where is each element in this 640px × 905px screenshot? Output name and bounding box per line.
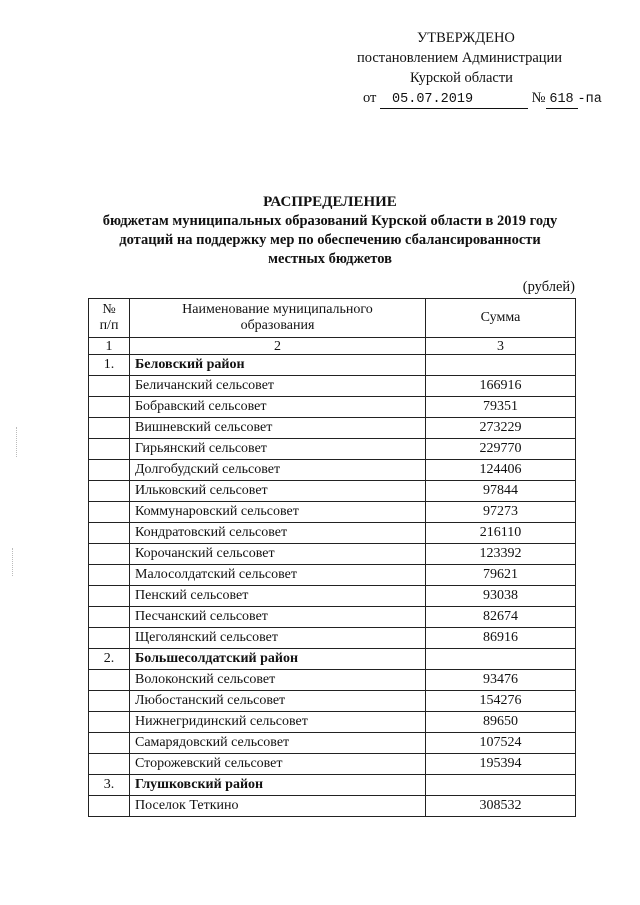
number-suffix: -па bbox=[577, 92, 602, 107]
row-number bbox=[89, 418, 130, 439]
row-sum: 124406 bbox=[426, 460, 576, 481]
row-number bbox=[89, 439, 130, 460]
distribution-table-wrapper bbox=[88, 298, 575, 817]
row-name: Беловский район bbox=[130, 355, 426, 376]
table-row bbox=[89, 544, 576, 565]
table-row bbox=[89, 460, 576, 481]
row-name: Бобравский сельсовет bbox=[130, 397, 426, 418]
header-sum: Сумма bbox=[426, 299, 576, 338]
row-sum: 123392 bbox=[426, 544, 576, 565]
approval-authority: постановлением Администрации bbox=[357, 50, 563, 66]
title-line-3: дотаций на поддержку мер по обеспечению сбалансированности bbox=[119, 232, 541, 248]
row-number bbox=[89, 544, 130, 565]
row-number bbox=[89, 586, 130, 607]
row-name: Большесолдатский район bbox=[130, 649, 426, 670]
row-name: Гирьянский сельсовет bbox=[130, 439, 426, 460]
row-sum: 107524 bbox=[426, 733, 576, 754]
table-row bbox=[89, 628, 576, 649]
row-name: Беличанский сельсовет bbox=[130, 376, 426, 397]
title-heading: РАСПРЕДЕЛЕНИЕ bbox=[263, 194, 397, 210]
table-row bbox=[89, 397, 576, 418]
row-number: 1. bbox=[89, 355, 130, 376]
row-number bbox=[89, 376, 130, 397]
approval-heading: УТВЕРЖДЕНО bbox=[417, 30, 515, 46]
column-number-row bbox=[89, 338, 576, 355]
row-number bbox=[89, 712, 130, 733]
row-sum: 89650 bbox=[426, 712, 576, 733]
row-name: Ильковский сельсовет bbox=[130, 481, 426, 502]
column-number: 2 bbox=[130, 338, 426, 355]
title-line-4: местных бюджетов bbox=[268, 251, 392, 267]
row-number bbox=[89, 481, 130, 502]
row-number bbox=[89, 796, 130, 817]
table-row bbox=[89, 565, 576, 586]
header-name: Наименование муниципального образования bbox=[130, 299, 426, 338]
row-sum: 82674 bbox=[426, 607, 576, 628]
column-number: 1 bbox=[89, 338, 130, 355]
row-sum: 97844 bbox=[426, 481, 576, 502]
row-name: Щеголянский сельсовет bbox=[130, 628, 426, 649]
row-number bbox=[89, 397, 130, 418]
approval-date: 05.07.2019 bbox=[380, 92, 528, 109]
row-sum: 273229 bbox=[426, 418, 576, 439]
row-name: Волоконский сельсовет bbox=[130, 670, 426, 691]
row-sum: 93476 bbox=[426, 670, 576, 691]
row-sum: 216110 bbox=[426, 523, 576, 544]
table-row bbox=[89, 712, 576, 733]
table-row bbox=[89, 439, 576, 460]
row-name: Пенский сельсовет bbox=[130, 586, 426, 607]
distribution-table bbox=[88, 298, 576, 817]
table-row bbox=[89, 796, 576, 817]
row-sum bbox=[426, 775, 576, 796]
table-row bbox=[89, 691, 576, 712]
approval-number: 618 bbox=[546, 92, 578, 109]
document-title bbox=[60, 193, 600, 269]
district-row bbox=[89, 775, 576, 796]
scan-mark bbox=[16, 427, 18, 457]
row-name: Малосолдатский сельсовет bbox=[130, 565, 426, 586]
row-sum: 79351 bbox=[426, 397, 576, 418]
row-name: Кондратовский сельсовет bbox=[130, 523, 426, 544]
row-name: Нижнегридинский сельсовет bbox=[130, 712, 426, 733]
table-row bbox=[89, 754, 576, 775]
row-number bbox=[89, 460, 130, 481]
row-sum: 93038 bbox=[426, 586, 576, 607]
table-row bbox=[89, 586, 576, 607]
approval-date-number-line bbox=[355, 88, 602, 110]
row-sum: 79621 bbox=[426, 565, 576, 586]
row-sum bbox=[426, 355, 576, 376]
row-name: Корочанский сельсовет bbox=[130, 544, 426, 565]
title-line-2: бюджетам муниципальных образований Курской области в 2019 году bbox=[102, 213, 558, 229]
table-row bbox=[89, 523, 576, 544]
table-row bbox=[89, 376, 576, 397]
row-name: Коммунаровский сельсовет bbox=[130, 502, 426, 523]
row-number: 2. bbox=[89, 649, 130, 670]
row-number bbox=[89, 565, 130, 586]
approval-region: Курской области bbox=[410, 70, 513, 86]
table-row bbox=[89, 502, 576, 523]
table-row bbox=[89, 481, 576, 502]
table-header-row bbox=[89, 299, 576, 338]
table-row bbox=[89, 607, 576, 628]
row-sum: 154276 bbox=[426, 691, 576, 712]
row-sum: 308532 bbox=[426, 796, 576, 817]
scan-mark bbox=[12, 548, 14, 576]
row-number bbox=[89, 523, 130, 544]
row-name: Самарядовский сельсовет bbox=[130, 733, 426, 754]
row-sum: 86916 bbox=[426, 628, 576, 649]
row-name: Глушковский район bbox=[130, 775, 426, 796]
row-name: Поселок Теткино bbox=[130, 796, 426, 817]
row-name: Вишневский сельсовет bbox=[130, 418, 426, 439]
unit-label: (рублей) bbox=[522, 279, 575, 295]
row-number bbox=[89, 754, 130, 775]
table-row bbox=[89, 670, 576, 691]
header-num: № п/п bbox=[89, 299, 130, 338]
district-row bbox=[89, 649, 576, 670]
row-sum: 97273 bbox=[426, 502, 576, 523]
row-number bbox=[89, 502, 130, 523]
district-row bbox=[89, 355, 576, 376]
table-row bbox=[89, 733, 576, 754]
number-prefix: № bbox=[531, 90, 546, 106]
row-number: 3. bbox=[89, 775, 130, 796]
row-number bbox=[89, 670, 130, 691]
row-name: Любостанский сельсовет bbox=[130, 691, 426, 712]
table-row bbox=[89, 418, 576, 439]
row-name: Долгобудский сельсовет bbox=[130, 460, 426, 481]
row-number bbox=[89, 628, 130, 649]
row-sum: 229770 bbox=[426, 439, 576, 460]
row-sum: 166916 bbox=[426, 376, 576, 397]
row-number bbox=[89, 691, 130, 712]
date-prefix: от bbox=[363, 90, 377, 106]
approval-stamp bbox=[355, 28, 602, 110]
row-number bbox=[89, 607, 130, 628]
row-number bbox=[89, 733, 130, 754]
row-name: Сторожевский сельсовет bbox=[130, 754, 426, 775]
row-sum bbox=[426, 649, 576, 670]
row-name: Песчанский сельсовет bbox=[130, 607, 426, 628]
table-body bbox=[89, 355, 576, 817]
row-sum: 195394 bbox=[426, 754, 576, 775]
column-number: 3 bbox=[426, 338, 576, 355]
